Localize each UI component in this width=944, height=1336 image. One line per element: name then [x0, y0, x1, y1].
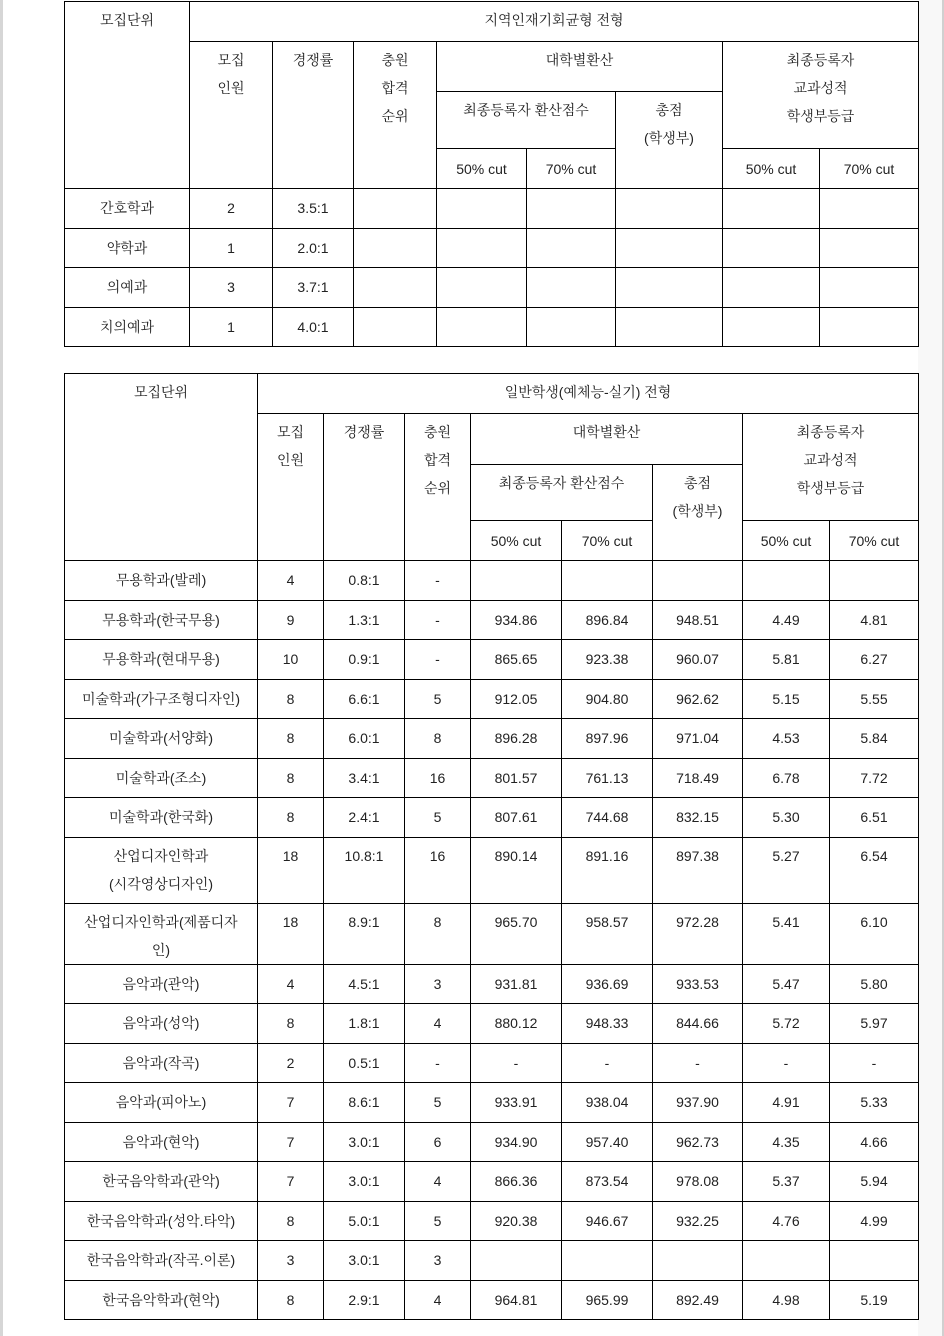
cell-score-cut70 — [527, 268, 616, 308]
cell-recruit: 18 — [258, 903, 324, 964]
cell-grade-cut70: 5.84 — [830, 719, 919, 759]
cell-grade-cut50: 4.53 — [743, 719, 830, 759]
cell-grade-cut50: 5.81 — [743, 640, 830, 680]
cell-score-cut70: 896.84 — [562, 600, 653, 640]
table-row — [65, 640, 919, 680]
table-row — [65, 189, 919, 229]
cell-recruit: 10 — [258, 640, 324, 680]
cell-grade-cut70: 4.99 — [830, 1201, 919, 1241]
cell-total: 892.49 — [653, 1280, 743, 1320]
cell-competition: 3.4:1 — [324, 758, 405, 798]
cell-recruit: 1 — [190, 228, 273, 268]
cell-recruit: 8 — [258, 798, 324, 838]
cell-unit: 음악과(성악) — [65, 1004, 258, 1044]
cell-competition: 2.0:1 — [273, 228, 354, 268]
cell-total: 972.28 — [653, 903, 743, 964]
table-row — [65, 1201, 919, 1241]
table-row — [65, 228, 919, 268]
page-left-edge — [0, 0, 3, 1336]
cell-grade-cut50: 5.27 — [743, 837, 830, 903]
cell-waitlist: 4 — [405, 1004, 471, 1044]
cell-score-cut50: 807.61 — [471, 798, 562, 838]
header-cut50-grade: 50% cut — [743, 521, 830, 561]
cell-score-cut70: 958.57 — [562, 903, 653, 964]
cell-unit: 미술학과(서양화) — [65, 719, 258, 759]
cell-recruit: 18 — [258, 837, 324, 903]
cell-total: 932.25 — [653, 1201, 743, 1241]
table-row — [65, 1083, 919, 1123]
cell-total: 933.53 — [653, 964, 743, 1004]
cell-grade-cut70: 6.54 — [830, 837, 919, 903]
header-final-grade: 최종등록자 교과성적 학생부등급 — [723, 42, 919, 149]
header-track-title: 지역인재기회균형 전형 — [190, 2, 919, 42]
header-cut50-score: 50% cut — [437, 149, 527, 189]
cell-score-cut70: 873.54 — [562, 1162, 653, 1202]
table-row — [65, 903, 919, 964]
table-row — [65, 1280, 919, 1320]
cell-grade-cut70: 5.80 — [830, 964, 919, 1004]
header-total: 총점 (학생부) — [616, 92, 723, 189]
cell-unit: 간호학과 — [65, 189, 190, 229]
header-cut70-score: 70% cut — [562, 521, 653, 561]
cell-waitlist: 3 — [405, 1241, 471, 1281]
cell-grade-cut50 — [723, 228, 820, 268]
table-row — [65, 307, 919, 347]
cell-total — [616, 268, 723, 308]
header-univ-convert: 대학별환산 — [471, 414, 743, 465]
cell-competition: 3.7:1 — [273, 268, 354, 308]
cell-unit: 치의예과 — [65, 307, 190, 347]
table-row — [65, 1004, 919, 1044]
cell-score-cut70 — [527, 189, 616, 229]
cell-score-cut50: 933.91 — [471, 1083, 562, 1123]
cell-recruit: 2 — [258, 1043, 324, 1083]
cell-competition: 0.9:1 — [324, 640, 405, 680]
cell-competition: 3.5:1 — [273, 189, 354, 229]
header-unit: 모집단위 — [65, 374, 258, 561]
cell-recruit: 7 — [258, 1162, 324, 1202]
table-row — [65, 268, 919, 308]
cell-unit: 음악과(현악) — [65, 1122, 258, 1162]
header-recruit: 모집 인원 — [190, 42, 273, 189]
cell-total — [653, 1241, 743, 1281]
cell-grade-cut70: 5.94 — [830, 1162, 919, 1202]
header-total: 총점 (학생부) — [653, 465, 743, 561]
cell-competition: 1.8:1 — [324, 1004, 405, 1044]
cell-waitlist: 8 — [405, 903, 471, 964]
header-recruit: 모집 인원 — [258, 414, 324, 561]
cell-score-cut50: 931.81 — [471, 964, 562, 1004]
cell-score-cut70: 891.16 — [562, 837, 653, 903]
table-row — [65, 758, 919, 798]
cell-score-cut70: 965.99 — [562, 1280, 653, 1320]
cell-waitlist: - — [405, 640, 471, 680]
cell-grade-cut70 — [820, 268, 919, 308]
cell-grade-cut50: 4.49 — [743, 600, 830, 640]
cell-competition: 6.6:1 — [324, 679, 405, 719]
cell-grade-cut70: 5.55 — [830, 679, 919, 719]
cell-recruit: 9 — [258, 600, 324, 640]
cell-score-cut70: 897.96 — [562, 719, 653, 759]
header-waitlist: 충원 합격 순위 — [354, 42, 437, 189]
cell-score-cut70: 948.33 — [562, 1004, 653, 1044]
cell-grade-cut50: 4.91 — [743, 1083, 830, 1123]
cell-waitlist — [354, 228, 437, 268]
cell-grade-cut50: 6.78 — [743, 758, 830, 798]
cell-grade-cut70 — [830, 1241, 919, 1281]
cell-grade-cut70 — [830, 561, 919, 601]
cell-recruit: 8 — [258, 679, 324, 719]
table-general-arts — [64, 373, 919, 1320]
header-cut70-score: 70% cut — [527, 149, 616, 189]
cell-waitlist: 3 — [405, 964, 471, 1004]
cell-recruit: 3 — [190, 268, 273, 308]
header-cut50-score: 50% cut — [471, 521, 562, 561]
cell-score-cut50: 965.70 — [471, 903, 562, 964]
cell-waitlist: 4 — [405, 1162, 471, 1202]
header-competition: 경쟁률 — [324, 414, 405, 561]
cell-total: 897.38 — [653, 837, 743, 903]
cell-competition: 4.5:1 — [324, 964, 405, 1004]
cell-grade-cut70: 4.66 — [830, 1122, 919, 1162]
cell-score-cut50: 934.90 — [471, 1122, 562, 1162]
cell-score-cut50 — [437, 228, 527, 268]
cell-waitlist — [354, 307, 437, 347]
cell-total: 937.90 — [653, 1083, 743, 1123]
table-row — [65, 1122, 919, 1162]
cell-unit: 음악과(관악) — [65, 964, 258, 1004]
cell-unit: 한국음악학과(작곡.이론) — [65, 1241, 258, 1281]
cell-unit: 미술학과(조소) — [65, 758, 258, 798]
cell-unit: 의예과 — [65, 268, 190, 308]
cell-grade-cut50 — [723, 268, 820, 308]
cell-unit: 무용학과(발레) — [65, 561, 258, 601]
cell-competition: 5.0:1 — [324, 1201, 405, 1241]
cell-grade-cut70: 7.72 — [830, 758, 919, 798]
cell-recruit: 1 — [190, 307, 273, 347]
cell-waitlist — [354, 268, 437, 308]
cell-score-cut70 — [562, 561, 653, 601]
cell-score-cut50: 866.36 — [471, 1162, 562, 1202]
cell-unit: 한국음악학과(성악.타악) — [65, 1201, 258, 1241]
cell-competition: 3.0:1 — [324, 1162, 405, 1202]
cell-score-cut50: - — [471, 1043, 562, 1083]
cell-waitlist — [354, 189, 437, 229]
cell-grade-cut70: 5.33 — [830, 1083, 919, 1123]
cell-grade-cut50: 5.15 — [743, 679, 830, 719]
cell-unit: 무용학과(한국무용) — [65, 600, 258, 640]
cell-score-cut50 — [437, 189, 527, 229]
cell-grade-cut50: 5.30 — [743, 798, 830, 838]
cell-recruit: 4 — [258, 561, 324, 601]
header-univ-convert: 대학별환산 — [437, 42, 723, 92]
table-row — [65, 1241, 919, 1281]
cell-recruit: 7 — [258, 1122, 324, 1162]
cell-grade-cut50: 5.47 — [743, 964, 830, 1004]
cell-score-cut70 — [527, 228, 616, 268]
cell-waitlist: - — [405, 600, 471, 640]
header-cut50-grade: 50% cut — [723, 149, 820, 189]
header-cut70-grade: 70% cut — [820, 149, 919, 189]
cell-recruit: 3 — [258, 1241, 324, 1281]
cell-total: 948.51 — [653, 600, 743, 640]
cell-grade-cut50: 4.98 — [743, 1280, 830, 1320]
cell-score-cut70 — [562, 1241, 653, 1281]
cell-waitlist: 5 — [405, 1083, 471, 1123]
cell-unit: 미술학과(한국화) — [65, 798, 258, 838]
cell-grade-cut50 — [723, 307, 820, 347]
cell-competition: 8.9:1 — [324, 903, 405, 964]
cell-unit: 미술학과(가구조형디자인) — [65, 679, 258, 719]
cell-total: 962.62 — [653, 679, 743, 719]
cell-total: 832.15 — [653, 798, 743, 838]
cell-grade-cut50: - — [743, 1043, 830, 1083]
cell-waitlist: - — [405, 561, 471, 601]
cell-total — [616, 189, 723, 229]
cell-score-cut70: 923.38 — [562, 640, 653, 680]
cell-recruit: 8 — [258, 1280, 324, 1320]
cell-total — [653, 561, 743, 601]
table-row — [65, 964, 919, 1004]
cell-waitlist: 6 — [405, 1122, 471, 1162]
cell-grade-cut70: 4.81 — [830, 600, 919, 640]
cell-total — [616, 228, 723, 268]
cell-grade-cut50: 4.76 — [743, 1201, 830, 1241]
cell-score-cut50: 964.81 — [471, 1280, 562, 1320]
cell-grade-cut70: 6.27 — [830, 640, 919, 680]
cell-waitlist: 16 — [405, 837, 471, 903]
table-row — [65, 798, 919, 838]
cell-grade-cut70: 5.97 — [830, 1004, 919, 1044]
cell-score-cut50: 912.05 — [471, 679, 562, 719]
header-waitlist: 충원 합격 순위 — [405, 414, 471, 561]
cell-score-cut70 — [527, 307, 616, 347]
cell-total: 971.04 — [653, 719, 743, 759]
cell-grade-cut70 — [820, 307, 919, 347]
table-row — [65, 719, 919, 759]
cell-score-cut50: 934.86 — [471, 600, 562, 640]
header-unit: 모집단위 — [65, 2, 190, 189]
cell-unit: 산업디자인학과 (시각영상디자인) — [65, 837, 258, 903]
cell-competition: 3.0:1 — [324, 1122, 405, 1162]
page-right-gutter — [918, 0, 942, 1336]
cell-score-cut70: 957.40 — [562, 1122, 653, 1162]
cell-waitlist: - — [405, 1043, 471, 1083]
cell-grade-cut70: - — [830, 1043, 919, 1083]
cell-unit: 한국음악학과(현악) — [65, 1280, 258, 1320]
cell-unit: 약학과 — [65, 228, 190, 268]
cell-competition: 8.6:1 — [324, 1083, 405, 1123]
cell-score-cut50 — [437, 307, 527, 347]
table-row — [65, 1043, 919, 1083]
table-regional-talent — [64, 1, 919, 347]
table-row — [65, 1162, 919, 1202]
cell-competition: 0.8:1 — [324, 561, 405, 601]
cell-grade-cut70 — [820, 228, 919, 268]
cell-unit: 음악과(피아노) — [65, 1083, 258, 1123]
cell-competition: 2.4:1 — [324, 798, 405, 838]
cell-score-cut70: - — [562, 1043, 653, 1083]
header-competition: 경쟁률 — [273, 42, 354, 189]
cell-score-cut50: 920.38 — [471, 1201, 562, 1241]
cell-grade-cut70 — [820, 189, 919, 229]
cell-waitlist: 5 — [405, 1201, 471, 1241]
cell-score-cut50: 865.65 — [471, 640, 562, 680]
cell-total: 718.49 — [653, 758, 743, 798]
header-final-grade: 최종등록자 교과성적 학생부등급 — [743, 414, 919, 521]
header-track-title: 일반학생(예체능-실기) 전형 — [258, 374, 919, 414]
table-row — [65, 600, 919, 640]
cell-total: - — [653, 1043, 743, 1083]
cell-waitlist: 16 — [405, 758, 471, 798]
cell-waitlist: 5 — [405, 679, 471, 719]
table2-body — [65, 561, 919, 1320]
cell-score-cut50 — [437, 268, 527, 308]
cell-score-cut70: 761.13 — [562, 758, 653, 798]
cell-recruit: 8 — [258, 719, 324, 759]
cell-score-cut50: 890.14 — [471, 837, 562, 903]
cell-score-cut50 — [471, 561, 562, 601]
table-row — [65, 837, 919, 903]
cell-score-cut70: 938.04 — [562, 1083, 653, 1123]
cell-unit: 산업디자인학과(제품디자 인) — [65, 903, 258, 964]
cell-recruit: 4 — [258, 964, 324, 1004]
cell-grade-cut50 — [743, 1241, 830, 1281]
cell-waitlist: 8 — [405, 719, 471, 759]
cell-competition: 0.5:1 — [324, 1043, 405, 1083]
cell-competition: 1.3:1 — [324, 600, 405, 640]
cell-grade-cut50 — [743, 561, 830, 601]
cell-grade-cut50: 4.35 — [743, 1122, 830, 1162]
cell-unit: 한국음악학과(관악) — [65, 1162, 258, 1202]
cell-total — [616, 307, 723, 347]
cell-competition: 2.9:1 — [324, 1280, 405, 1320]
cell-recruit: 8 — [258, 1201, 324, 1241]
cell-score-cut50 — [471, 1241, 562, 1281]
cell-competition: 3.0:1 — [324, 1241, 405, 1281]
table-row — [65, 679, 919, 719]
cell-total: 844.66 — [653, 1004, 743, 1044]
cell-score-cut70: 946.67 — [562, 1201, 653, 1241]
cell-recruit: 2 — [190, 189, 273, 229]
table1-body — [65, 189, 919, 347]
cell-recruit: 8 — [258, 758, 324, 798]
cell-unit: 무용학과(현대무용) — [65, 640, 258, 680]
cell-grade-cut70: 6.10 — [830, 903, 919, 964]
cell-score-cut50: 880.12 — [471, 1004, 562, 1044]
cell-total: 978.08 — [653, 1162, 743, 1202]
cell-grade-cut50: 5.41 — [743, 903, 830, 964]
cell-grade-cut50 — [723, 189, 820, 229]
cell-score-cut70: 936.69 — [562, 964, 653, 1004]
cell-score-cut70: 904.80 — [562, 679, 653, 719]
cell-score-cut70: 744.68 — [562, 798, 653, 838]
cell-competition: 6.0:1 — [324, 719, 405, 759]
header-final-score: 최종등록자 환산점수 — [471, 465, 653, 521]
cell-score-cut50: 801.57 — [471, 758, 562, 798]
cell-score-cut50: 896.28 — [471, 719, 562, 759]
cell-grade-cut70: 5.19 — [830, 1280, 919, 1320]
cell-competition: 4.0:1 — [273, 307, 354, 347]
cell-total: 960.07 — [653, 640, 743, 680]
cell-total: 962.73 — [653, 1122, 743, 1162]
cell-unit: 음악과(작곡) — [65, 1043, 258, 1083]
header-cut70-grade: 70% cut — [830, 521, 919, 561]
cell-competition: 10.8:1 — [324, 837, 405, 903]
cell-grade-cut70: 6.51 — [830, 798, 919, 838]
cell-waitlist: 5 — [405, 798, 471, 838]
table-row — [65, 561, 919, 601]
cell-waitlist: 4 — [405, 1280, 471, 1320]
cell-recruit: 7 — [258, 1083, 324, 1123]
cell-recruit: 8 — [258, 1004, 324, 1044]
cell-grade-cut50: 5.37 — [743, 1162, 830, 1202]
header-final-score: 최종등록자 환산점수 — [437, 92, 616, 149]
cell-grade-cut50: 5.72 — [743, 1004, 830, 1044]
